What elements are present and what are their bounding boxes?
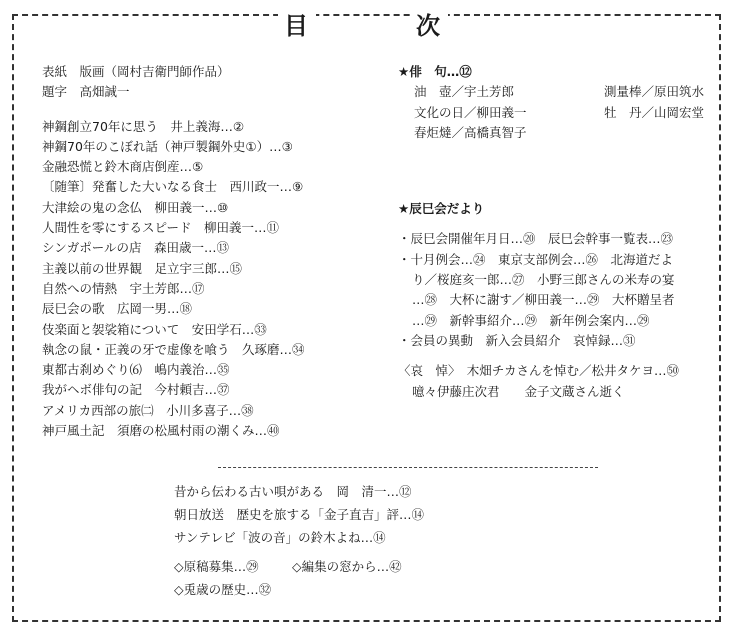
toc-entry[interactable]: サンテレビ「波の音」の鈴木よね…⑭ bbox=[174, 530, 386, 545]
bottom-section bbox=[174, 480, 424, 601]
misc-row bbox=[174, 578, 424, 601]
toc-entry[interactable]: 神戸風土記 須磨の松風村雨の潮くみ…㊵ bbox=[42, 423, 280, 439]
toc-entry[interactable]: 執念の鼠・正義の牙で虚像を喰う 久琢磨…㉞ bbox=[42, 341, 305, 357]
toc-entry[interactable]: 神鋼創立70年に思う 井上義海…② bbox=[42, 118, 245, 134]
toc-entry[interactable]: 〔随筆〕発奮した大いなる食士 西川政一…⑨ bbox=[42, 179, 304, 195]
section-divider bbox=[218, 467, 598, 468]
tatsumi-line[interactable]: …㉘ 大杯に謝す／柳田義一…㉙ 大杯贈呈者 bbox=[412, 292, 675, 308]
haiku-row bbox=[398, 82, 704, 102]
toc-entry[interactable]: 昔から伝わる古い唄がある 岡 清一…⑫ bbox=[174, 484, 412, 499]
tatsumi-line[interactable]: ・辰巳会開催年月日…⑳ 辰巳会幹事一覧表…㉓ bbox=[398, 231, 674, 247]
toc-entry[interactable]: 自然への情熱 宇土芳郎…⑰ bbox=[42, 280, 205, 296]
toc-entry[interactable]: 我がヘボ俳句の記 今村頼吉…㊲ bbox=[42, 382, 230, 398]
toc-entry[interactable]: 辰巳会の歌 広岡一男…⑱ bbox=[42, 301, 193, 317]
toc-entry[interactable]: 大津絵の鬼の念仏 柳田義一…⑩ bbox=[42, 199, 229, 215]
title-ji: 次 bbox=[410, 6, 448, 41]
misc-entry[interactable]: ◇原稿募集…㉙ bbox=[174, 559, 259, 574]
toc-entry[interactable]: 神鋼70年のこぼれ話（神戸製鋼外史①）…③ bbox=[42, 138, 293, 154]
haiku-entry: 油 壺／宇土芳郎 bbox=[414, 84, 515, 100]
misc-row bbox=[174, 555, 424, 578]
toc-entry[interactable]: アメリカ西部の旅㈡ 小川多喜子…㊳ bbox=[42, 402, 254, 418]
tatsumi-line[interactable]: り／桜庭亥一郎…㉗ 小野三郎さんの米寿の宴 bbox=[412, 272, 675, 288]
title-moku: 目 bbox=[278, 6, 316, 41]
haiku-entry: 春炬燵／高橋真智子 bbox=[414, 124, 527, 140]
toc-entry[interactable]: 金融恐慌と鈴木商店倒産…⑤ bbox=[42, 159, 204, 175]
toc-entry[interactable]: 人間性を零にするスピード 柳田義一…⑪ bbox=[42, 220, 280, 236]
tatsumi-header: ★辰巳会だより bbox=[398, 201, 485, 217]
toc-entry[interactable]: シンガポールの店 森田歳一…⑬ bbox=[42, 240, 229, 256]
calligraphy-credit: 題字 高畑誠一 bbox=[42, 84, 130, 100]
misc-entry[interactable]: ◇兎歳の歴史…㉜ bbox=[174, 582, 272, 597]
toc-entry[interactable]: 朝日放送 歴史を旅する「金子直吉」評…⑭ bbox=[174, 507, 425, 522]
left-column bbox=[42, 62, 305, 441]
toc-entry[interactable]: 伎楽面と袈裟箱について 安田学石…㉝ bbox=[42, 321, 267, 337]
haiku-entry: 牡 丹／山岡宏堂 bbox=[604, 104, 705, 120]
toc-entry[interactable]: 主義以前の世界観 足立宇三郎…⑮ bbox=[42, 260, 243, 276]
haiku-header[interactable]: ★俳 句…⑫ bbox=[398, 64, 472, 79]
mourning-line[interactable]: 〈哀 悼〉 木畑チカさんを悼む／松井タケヨ…㊿ bbox=[398, 363, 680, 379]
mourning-line[interactable]: 噫々伊藤庄次君 金子文蔵さん逝く bbox=[412, 383, 625, 399]
cover-credit: 表紙 版画（岡村吉衛門師作品） bbox=[42, 64, 230, 79]
haiku-entry: 文化の日／柳田義一 bbox=[414, 104, 527, 120]
right-column bbox=[398, 62, 704, 402]
haiku-row bbox=[398, 123, 704, 143]
haiku-entry: 測量棒／原田筑水 bbox=[604, 84, 705, 100]
misc-entry[interactable]: ◇編集の窓から…㊷ bbox=[292, 559, 402, 574]
tatsumi-line[interactable]: …㉙ 新幹事紹介…㉙ 新年例会案内…㉙ bbox=[412, 312, 650, 328]
tatsumi-line[interactable]: ・会員の異動 新入会員紹介 哀悼録…㉛ bbox=[398, 332, 636, 348]
toc-entry[interactable]: 東都古刹めぐり⑹ 嶋内義治…㉟ bbox=[42, 362, 230, 378]
tatsumi-line[interactable]: ・十月例会…㉔ 東京支部例会…㉖ 北海道だよ bbox=[398, 251, 674, 267]
haiku-row bbox=[398, 103, 704, 123]
